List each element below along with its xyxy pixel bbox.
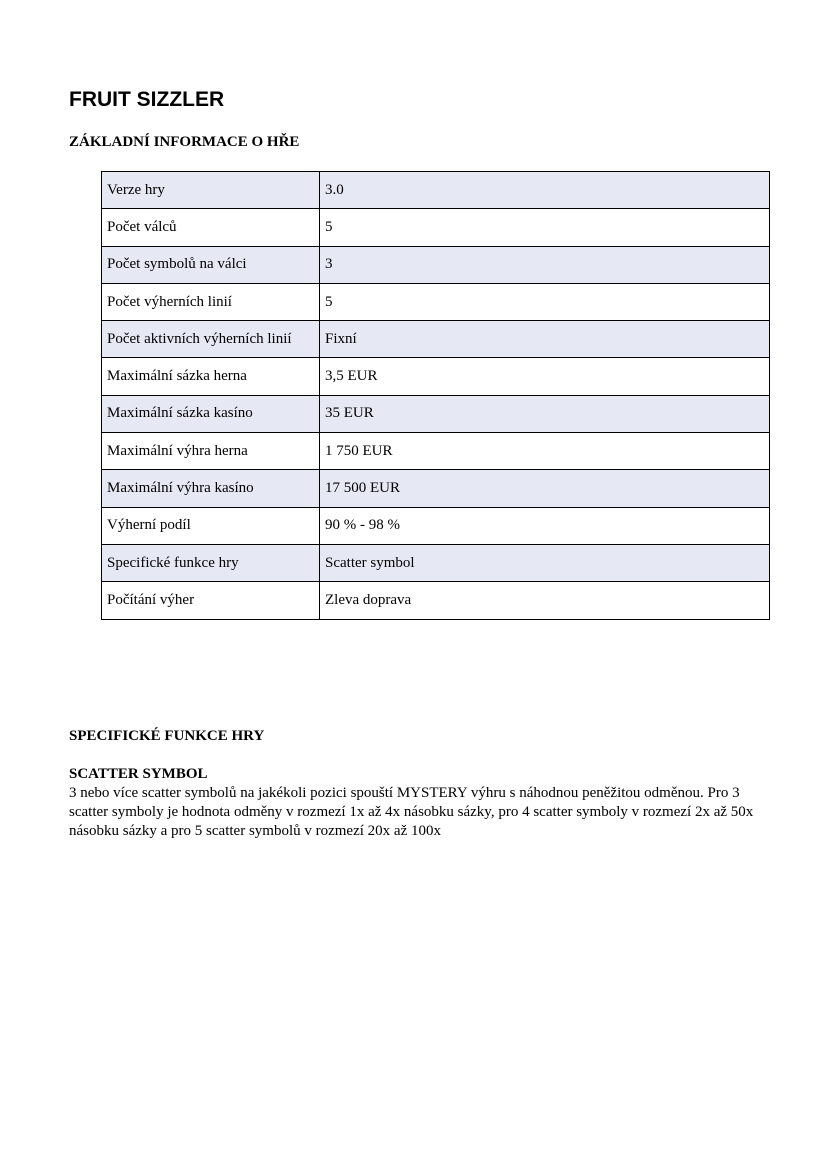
row-label: Maximální sázka kasíno (102, 395, 320, 432)
row-label: Počítání výher (102, 582, 320, 619)
row-label: Počet válců (102, 209, 320, 246)
row-value: Zleva doprava (320, 582, 770, 619)
row-value: 1 750 EUR (320, 433, 770, 470)
row-label: Výherní podíl (102, 507, 320, 544)
scatter-heading: SCATTER SYMBOL (69, 766, 208, 782)
row-value: 3,5 EUR (320, 358, 770, 395)
table-row (102, 395, 770, 432)
row-value: 35 EUR (320, 395, 770, 432)
basic-info-heading: ZÁKLADNÍ INFORMACE O HŘE (69, 134, 300, 150)
row-value: 5 (320, 209, 770, 246)
row-label: Počet aktivních výherních linií (102, 321, 320, 358)
page-title: FRUIT SIZZLER (69, 88, 225, 111)
table-row (102, 321, 770, 358)
row-value: Scatter symbol (320, 544, 770, 581)
scatter-description: 3 nebo více scatter symbolů na jakékoli pozici spouští MYSTERY výhru s náhodnou peněžitou odměnou. Pro 3 scatter symboly je hodnota odměny v rozmezí 1x až 4x násobku sázky, pro 4 scatter symboly v rozmezí 2x až 50x násobku sázky a pro 5 scatter symbolů v rozmezí 20x až 100x (69, 785, 754, 839)
row-label: Maximální výhra kasíno (102, 470, 320, 507)
table-row (102, 433, 770, 470)
row-label: Specifické funkce hry (102, 544, 320, 581)
game-info-table (101, 171, 770, 620)
row-label: Počet výherních linií (102, 283, 320, 320)
row-value: 3.0 (320, 172, 770, 209)
table-row (102, 172, 770, 209)
row-label: Počet symbolů na válci (102, 246, 320, 283)
row-label: Maximální sázka herna (102, 358, 320, 395)
row-value: Fixní (320, 321, 770, 358)
row-value: 17 500 EUR (320, 470, 770, 507)
table-row (102, 283, 770, 320)
table-row (102, 507, 770, 544)
table-row (102, 544, 770, 581)
row-value: 3 (320, 246, 770, 283)
table-row (102, 582, 770, 619)
table-row (102, 246, 770, 283)
table-row (102, 358, 770, 395)
row-label: Maximální výhra herna (102, 433, 320, 470)
row-value: 5 (320, 283, 770, 320)
table-row (102, 209, 770, 246)
features-heading: SPECIFICKÉ FUNKCE HRY (69, 728, 265, 744)
table-row (102, 470, 770, 507)
row-value: 90 % - 98 % (320, 507, 770, 544)
scatter-section (69, 765, 769, 841)
row-label: Verze hry (102, 172, 320, 209)
